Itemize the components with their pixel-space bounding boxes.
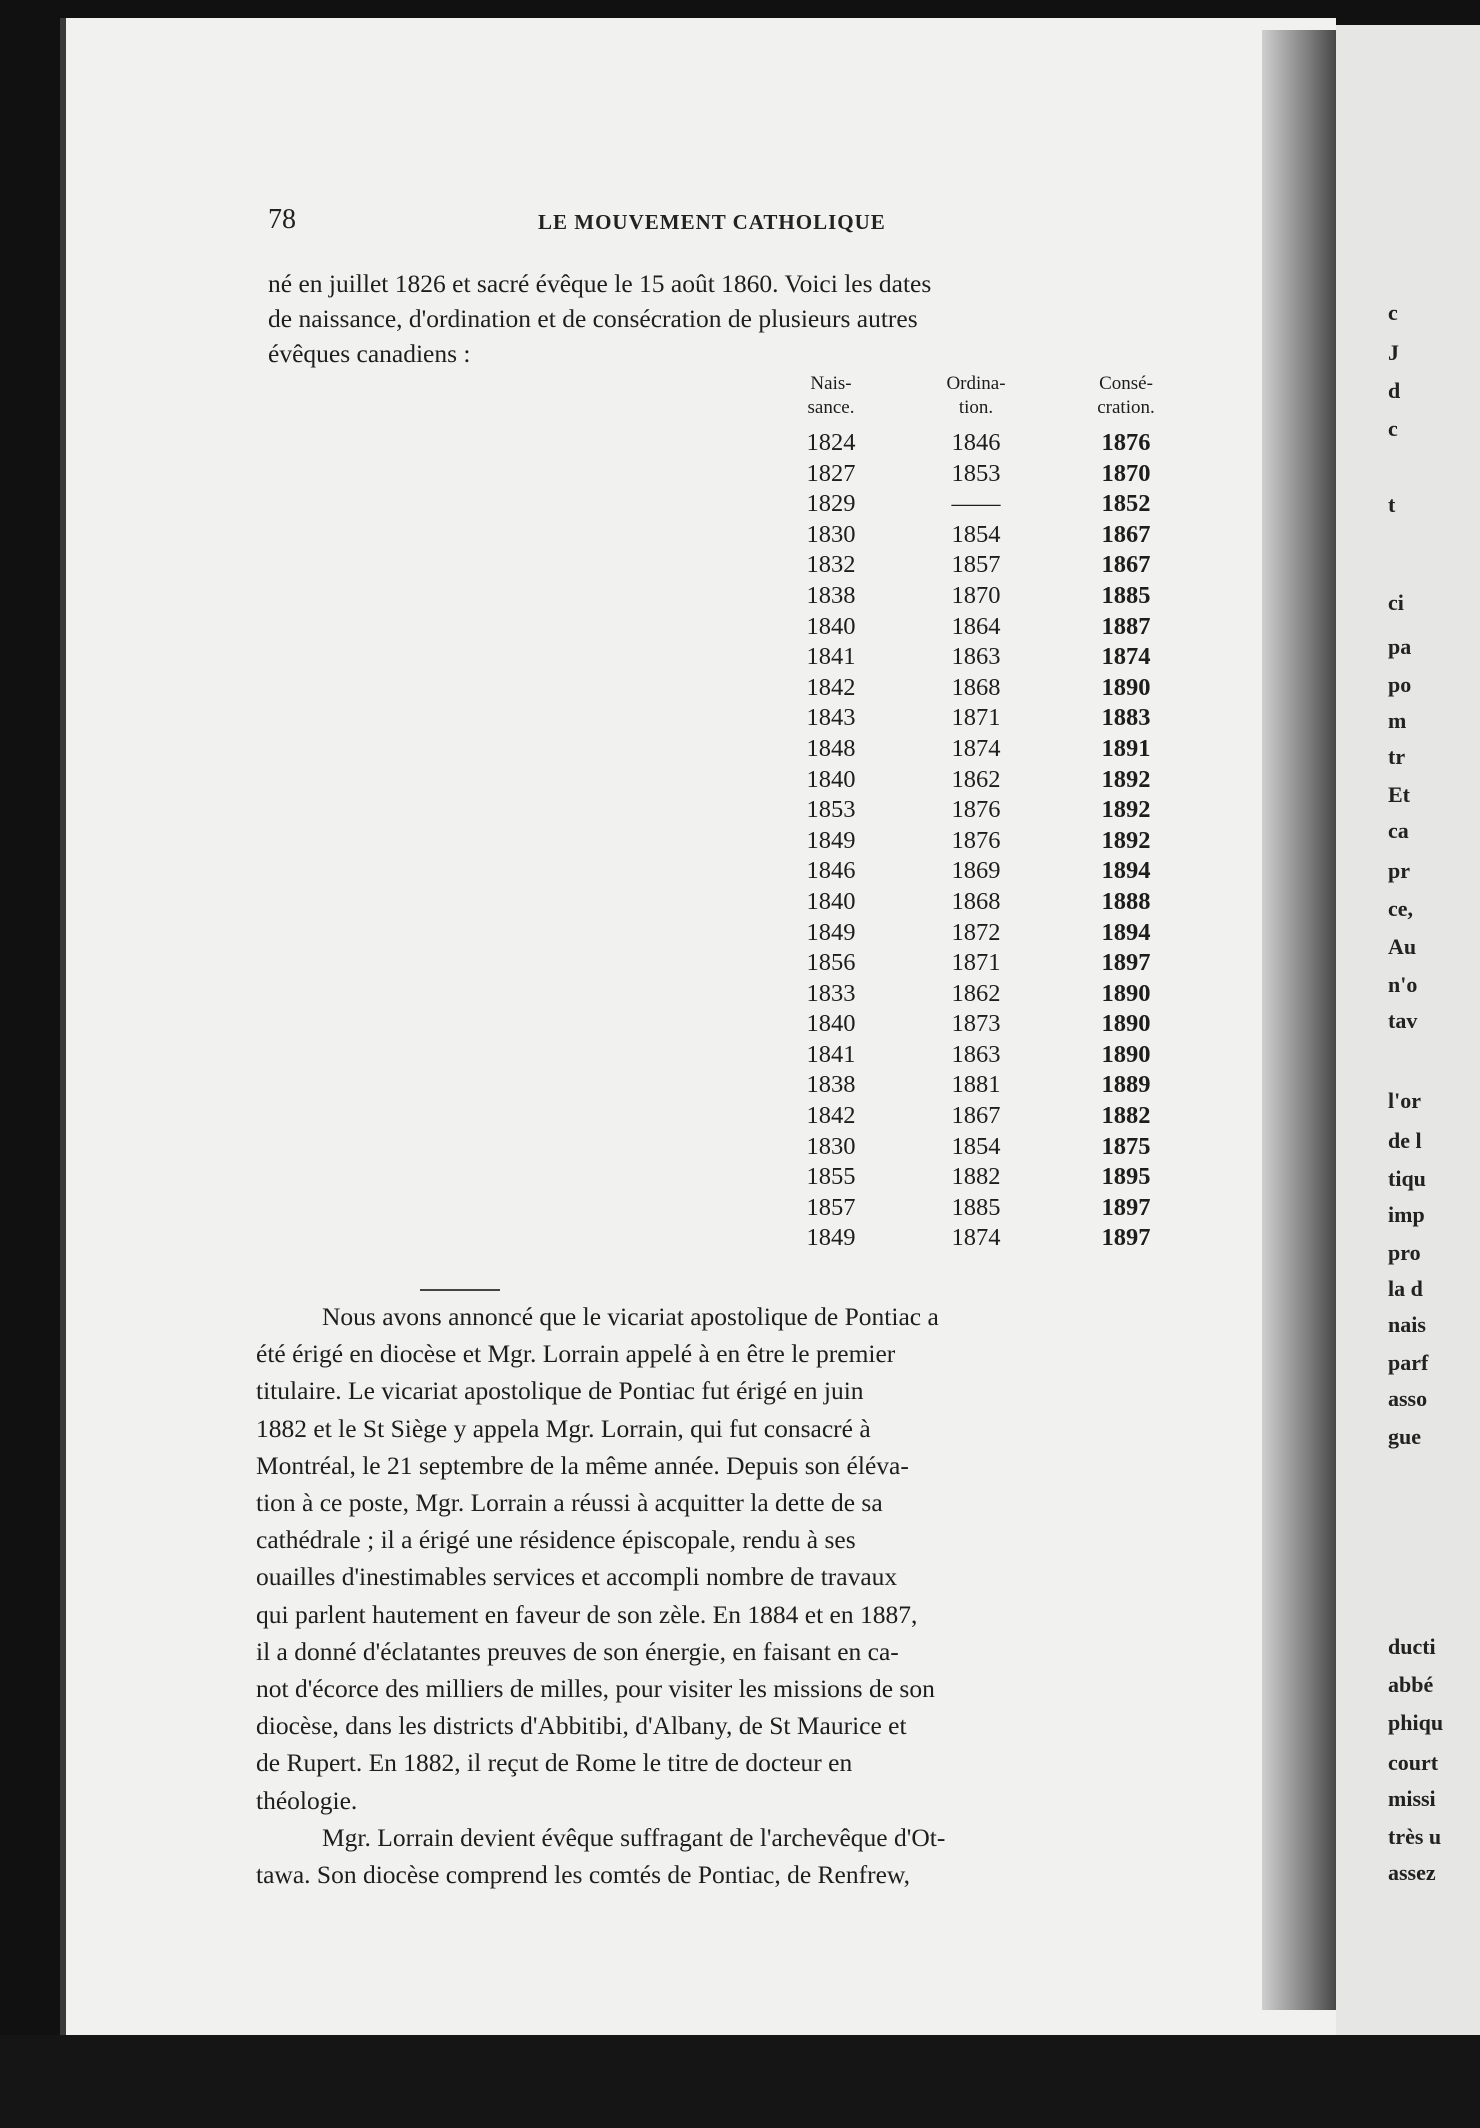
ordination-year: 1868: [951, 887, 1001, 915]
consecration-year: 1889: [1101, 1071, 1151, 1099]
right-page-fragment: ducti: [1388, 1634, 1436, 1659]
birth-year: 1849: [806, 1224, 856, 1252]
ordination-year: 1874: [951, 1224, 1001, 1252]
ordination-year: 1872: [951, 918, 1001, 946]
birth-year: 1829: [806, 490, 856, 518]
right-page-fragment: imp: [1388, 1202, 1425, 1227]
ordination-year: 1885: [951, 1193, 1001, 1221]
right-page-fragment: tr: [1388, 744, 1406, 769]
ordination-year: 1876: [951, 826, 1001, 854]
paragraph-vicariat: [256, 1298, 1190, 1819]
right-page-fragment: phiqu: [1388, 1710, 1444, 1735]
consecration-year: 1890: [1101, 1040, 1151, 1068]
birth-year: 1841: [806, 643, 856, 671]
birth-year: 1842: [806, 1102, 856, 1130]
consecration-year: 1892: [1101, 826, 1151, 854]
ordination-year: 1862: [951, 979, 1001, 1007]
table-row: [268, 887, 1196, 918]
ordination-year: 1863: [951, 643, 1001, 671]
text-line: cathédrale ; il a érigé une résidence épiscopale, rendu à ses: [256, 1525, 856, 1555]
right-page-fragment: d: [1388, 378, 1401, 403]
consecration-year: 1891: [1101, 734, 1151, 762]
ordination-year: 1854: [951, 520, 1001, 548]
table-row: [268, 1223, 1196, 1254]
birth-year: 1841: [806, 1040, 856, 1068]
birth-year: 1846: [806, 857, 856, 885]
consecration-year: 1887: [1101, 612, 1151, 640]
table-row: [268, 642, 1196, 673]
right-page-fragment: la d: [1388, 1276, 1423, 1301]
ordination-year: 1876: [951, 796, 1001, 824]
consecration-year: 1888: [1101, 887, 1151, 915]
consecration-year: 1890: [1101, 673, 1151, 701]
right-page-fragment: nais: [1388, 1312, 1426, 1337]
text-line: Mgr. Lorrain devient évêque suffragant de l'archevêque d'Ot-: [322, 1822, 946, 1852]
text-line: théologie.: [256, 1785, 358, 1815]
right-page-fragment: J: [1388, 340, 1399, 365]
intro-line: né en juillet 1826 et sacré évêque le 15 août 1860. Voici les dates: [268, 269, 932, 298]
right-page-fragment: court: [1388, 1750, 1439, 1775]
header-ordination: Ordina- tion.: [946, 373, 1006, 418]
table-row: [268, 703, 1196, 734]
birth-year: 1830: [806, 1132, 856, 1160]
right-page-fragment: pa: [1388, 634, 1412, 659]
right-page-fragment: l'or: [1388, 1088, 1421, 1113]
ordination-year: 1853: [951, 459, 1001, 487]
table-row: [268, 550, 1196, 581]
ordination-year: 1882: [951, 1163, 1001, 1191]
text-line: 1882 et le St Siège y appela Mgr. Lorrain, qui fut consacré à: [256, 1413, 871, 1443]
consecration-year: 1890: [1101, 1010, 1151, 1038]
table-row: [268, 612, 1196, 643]
table-body: [268, 428, 1196, 1254]
intro-line: évêques canadiens :: [268, 339, 471, 368]
table-row: [268, 520, 1196, 551]
birth-year: 1840: [806, 1010, 856, 1038]
text-line: été érigé en diocèse et Mgr. Lorrain appelé à en être le premier: [256, 1339, 896, 1369]
table-row: [268, 673, 1196, 704]
header-birth: Nais- sance.: [807, 373, 855, 418]
consecration-year: 1852: [1101, 490, 1151, 518]
ordination-year: 1862: [951, 765, 1001, 793]
birth-year: 1838: [806, 581, 856, 609]
ordination-year: 1857: [951, 551, 1001, 579]
right-page-fragment: missi: [1388, 1786, 1436, 1811]
ordination-year: 1863: [951, 1040, 1001, 1068]
running-head: [268, 204, 1196, 244]
birth-year: 1824: [806, 429, 856, 456]
right-page-fragment: pr: [1388, 858, 1410, 883]
consecration-year: 1875: [1101, 1132, 1151, 1160]
table-row: [268, 948, 1196, 979]
right-page-fragment: de l: [1388, 1128, 1422, 1153]
birth-year: 1840: [806, 612, 856, 640]
ordination-year: 1871: [951, 949, 1001, 977]
birth-year: 1855: [806, 1163, 856, 1191]
right-page-fragment: ci: [1388, 590, 1404, 615]
birth-year: 1857: [806, 1193, 856, 1221]
ordination-year: 1873: [951, 1010, 1001, 1038]
birth-year: 1827: [806, 459, 856, 487]
text-line: de Rupert. En 1882, il reçut de Rome le titre de docteur en: [256, 1748, 853, 1778]
table-row: [268, 1070, 1196, 1101]
consecration-year: 1895: [1101, 1163, 1151, 1191]
right-page-fragment: Au: [1388, 934, 1417, 959]
text-line: ouailles d'inestimables services et accompli nombre de travaux: [256, 1562, 898, 1592]
right-page-fragment: abbé: [1388, 1672, 1434, 1697]
right-page-fragment: m: [1388, 708, 1407, 733]
right-page-fragment: n'o: [1388, 972, 1418, 997]
consecration-year: 1882: [1101, 1102, 1151, 1130]
text-line: Montréal, le 21 septembre de la même année. Depuis son éléva-: [256, 1450, 909, 1480]
right-page-fragment: asso: [1388, 1386, 1428, 1411]
right-page-fragment: Et: [1388, 782, 1410, 807]
right-page-fragment: ca: [1388, 818, 1409, 843]
table-row: [268, 1193, 1196, 1224]
ordination-year: 1868: [951, 673, 1001, 701]
right-page-fragment: po: [1388, 672, 1412, 697]
birth-year: 1832: [806, 551, 856, 579]
consecration-year: 1885: [1101, 581, 1151, 609]
table-row: [268, 856, 1196, 887]
consecration-year: 1897: [1101, 1224, 1151, 1252]
birth-year: 1853: [806, 796, 856, 824]
right-page-fragment: c: [1388, 416, 1398, 441]
birth-year: 1849: [806, 918, 856, 946]
consecration-year: 1867: [1101, 551, 1151, 579]
body-text: [256, 1298, 1190, 1893]
ordination-year: 1864: [951, 612, 1001, 640]
table-row: [268, 795, 1196, 826]
table-row: [268, 826, 1196, 857]
page-number: 78: [268, 204, 296, 235]
right-page-fragment: très u: [1388, 1824, 1442, 1849]
consecration-year: 1897: [1101, 949, 1151, 977]
consecration-year: 1890: [1101, 979, 1151, 1007]
table-row: [268, 765, 1196, 796]
birth-year: 1848: [806, 734, 856, 762]
right-page-fragment: ce,: [1388, 896, 1414, 921]
text-line: titulaire. Le vicariat apostolique de Pontiac fut érigé en juin: [256, 1376, 864, 1406]
text-line: diocèse, dans les districts d'Abbitibi, d'Albany, de St Maurice et: [256, 1711, 907, 1741]
text-line: qui parlent hautement en faveur de son zèle. En 1884 et en 1887,: [256, 1599, 918, 1629]
ordination-year: 1881: [951, 1071, 1001, 1099]
table-row: [268, 489, 1196, 520]
table-row: [268, 1101, 1196, 1132]
birth-year: 1840: [806, 887, 856, 915]
ordination-year: ——: [951, 490, 1001, 518]
consecration-year: 1894: [1101, 857, 1151, 885]
scan-bottom-edge: [0, 2035, 1480, 2128]
right-page-fragment: parf: [1388, 1350, 1429, 1375]
text-line: tawa. Son diocèse comprend les comtés de Pontiac, de Renfrew,: [256, 1860, 911, 1890]
consecration-year: 1883: [1101, 704, 1151, 732]
birth-year: 1856: [806, 949, 856, 977]
consecration-year: 1876: [1101, 429, 1151, 456]
consecration-year: 1892: [1101, 765, 1151, 793]
consecration-year: 1870: [1101, 459, 1151, 487]
table-row: [268, 1132, 1196, 1163]
birth-year: 1830: [806, 520, 856, 548]
table-header: [268, 372, 1196, 428]
section-divider: [420, 1289, 500, 1291]
table-row: [268, 1009, 1196, 1040]
table-row: [268, 979, 1196, 1010]
ordination-year: 1874: [951, 734, 1001, 762]
birth-year: 1840: [806, 765, 856, 793]
right-page-fragment: pro: [1388, 1240, 1421, 1265]
right-page-fragment: gue: [1388, 1424, 1421, 1449]
ordination-year: 1854: [951, 1132, 1001, 1160]
intro-paragraph: [268, 266, 1196, 371]
ordination-year: 1871: [951, 704, 1001, 732]
text-line: not d'écorce des milliers de milles, pour visiter les missions de son: [256, 1674, 935, 1704]
right-page-fragment: tiqu: [1388, 1166, 1426, 1191]
birth-year: 1838: [806, 1071, 856, 1099]
consecration-year: 1894: [1101, 918, 1151, 946]
table-row: [268, 1162, 1196, 1193]
table-row: [268, 734, 1196, 765]
paragraph-suffragant: [256, 1819, 1190, 1893]
intro-line: de naissance, d'ordination et de consécration de plusieurs autres: [268, 304, 918, 333]
right-page: [1336, 25, 1480, 2045]
ordination-year: 1870: [951, 581, 1001, 609]
right-page-fragment: assez: [1388, 1860, 1436, 1885]
consecration-year: 1897: [1101, 1193, 1151, 1221]
consecration-year: 1892: [1101, 796, 1151, 824]
table-row: [268, 1040, 1196, 1071]
table-row: [268, 428, 1196, 459]
table-row: [268, 581, 1196, 612]
table-row: [268, 918, 1196, 949]
ordination-year: 1846: [951, 429, 1001, 456]
consecration-year: 1867: [1101, 520, 1151, 548]
text-line: Nous avons annoncé que le vicariat apostolique de Pontiac a: [322, 1302, 939, 1331]
table-row: [268, 459, 1196, 490]
ordination-year: 1867: [951, 1102, 1001, 1130]
text-line: il a donné d'éclatantes preuves de son énergie, en faisant en ca-: [256, 1636, 899, 1666]
birth-year: 1843: [806, 704, 856, 732]
consecration-year: 1874: [1101, 643, 1151, 671]
ordination-year: 1869: [951, 857, 1001, 885]
header-title: LE MOUVEMENT CATHOLIQUE: [538, 210, 886, 234]
header-consecration: Consé- cration.: [1097, 373, 1155, 418]
birth-year: 1849: [806, 826, 856, 854]
right-page-fragment: t: [1388, 492, 1396, 517]
right-page-fragment: c: [1388, 300, 1398, 325]
birth-year: 1833: [806, 979, 856, 1007]
text-line: tion à ce poste, Mgr. Lorrain a réussi à acquitter la dette de sa: [256, 1488, 883, 1518]
right-page-fragment: tav: [1388, 1008, 1418, 1033]
birth-year: 1842: [806, 673, 856, 701]
bishops-table: [268, 372, 1196, 1254]
